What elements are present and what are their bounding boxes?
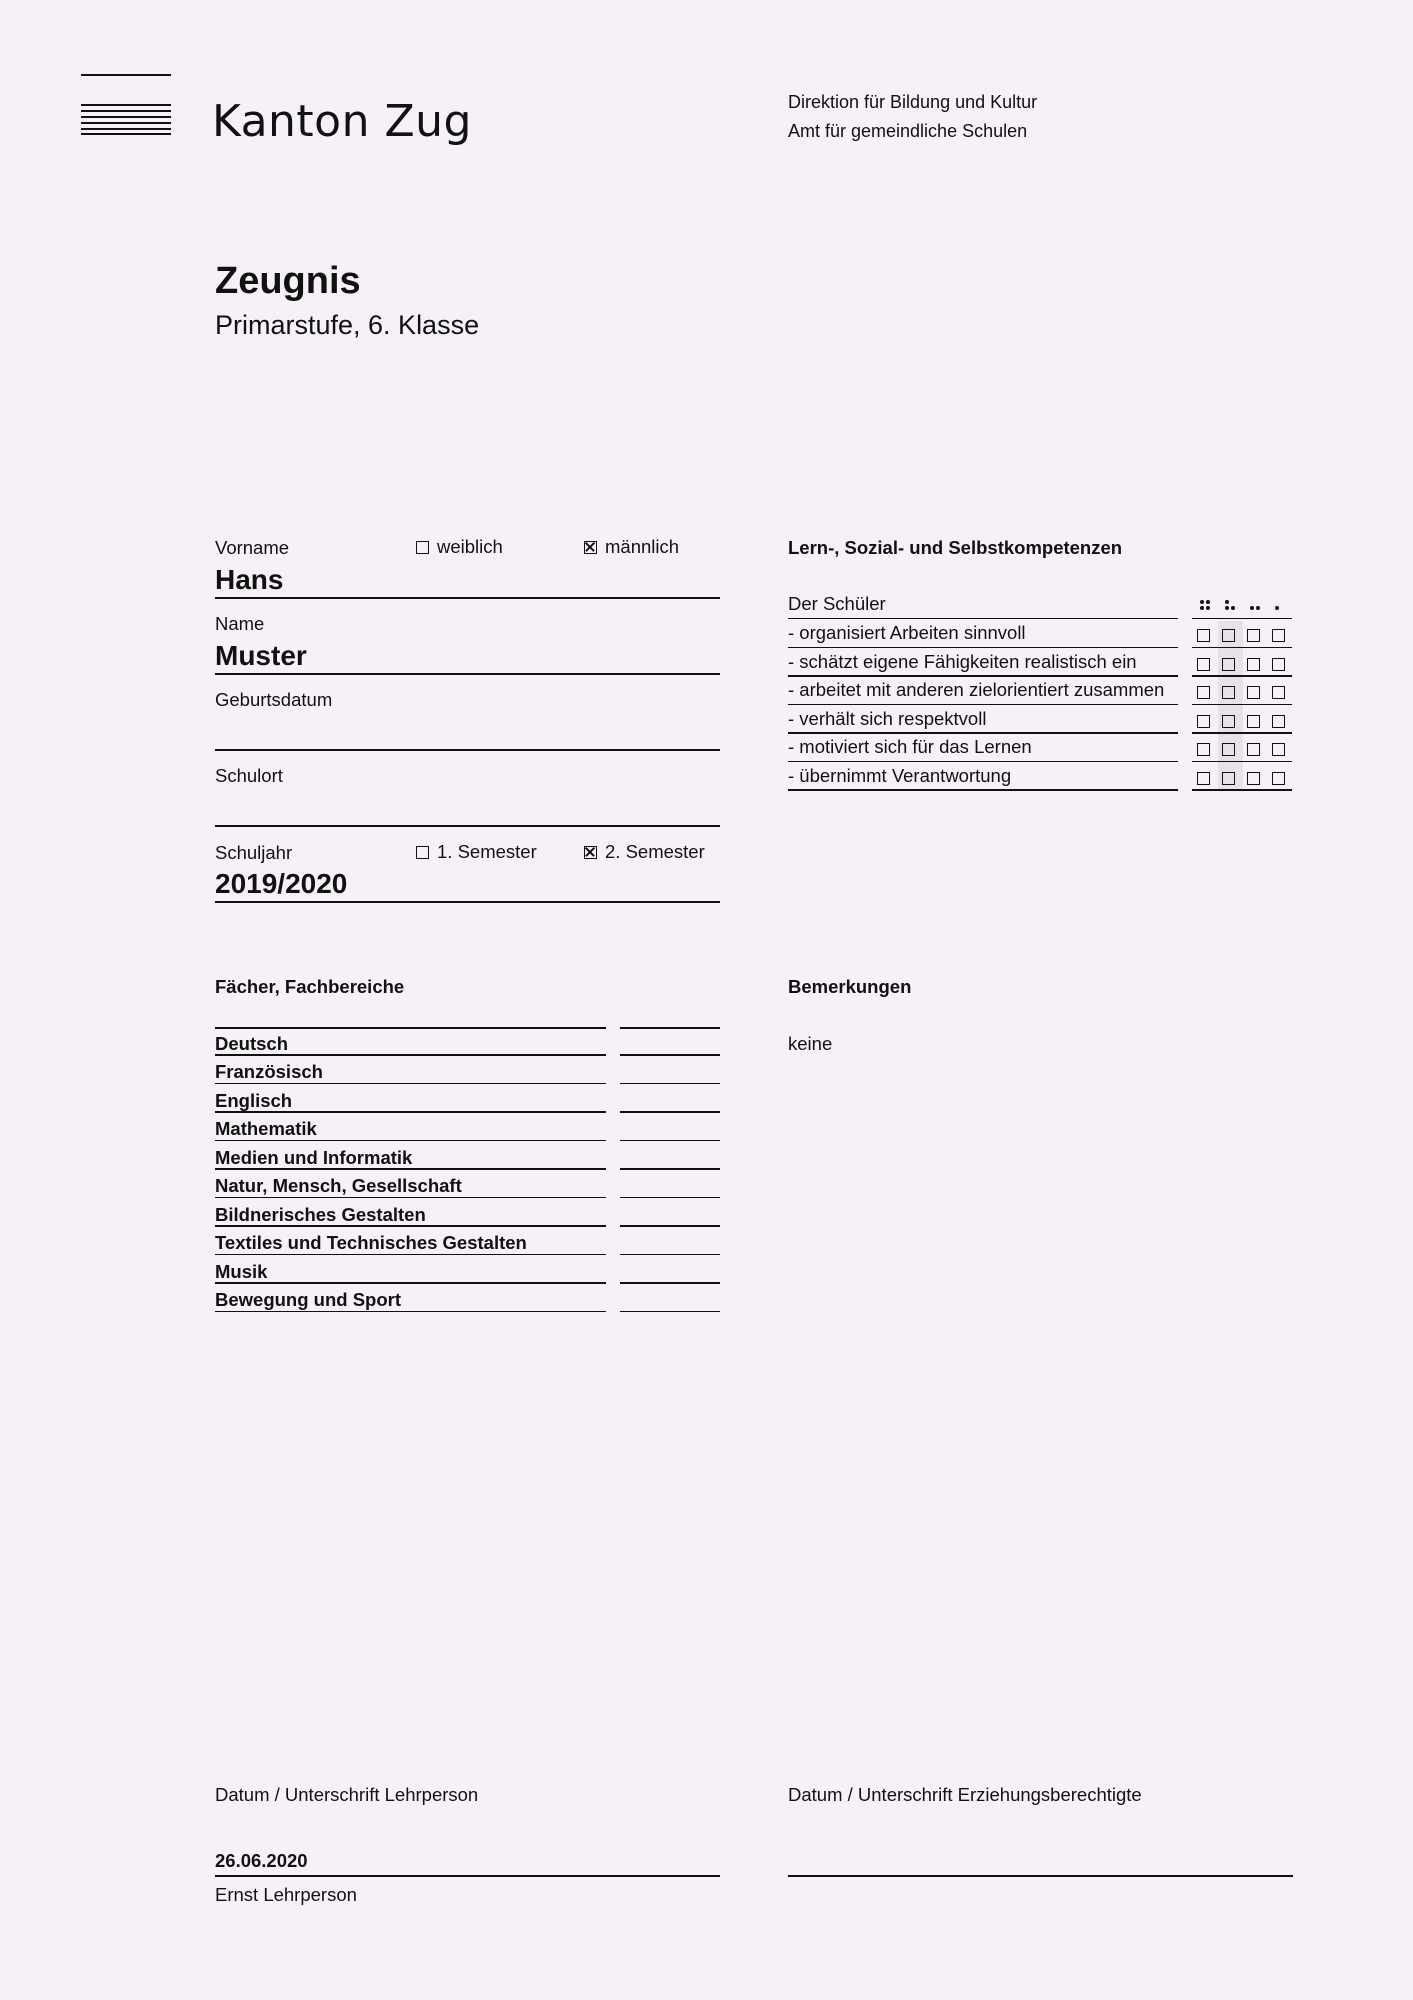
competency-label: - übernimmt Verantwortung [788, 764, 1012, 786]
rating-checkbox-4[interactable] [1197, 629, 1210, 642]
competency-row-rule [1192, 761, 1292, 763]
subject-label: Medien und Informatik [215, 1146, 413, 1168]
gender-male-label: männlich [605, 536, 680, 557]
subject-row [215, 1084, 606, 1113]
subject-row [215, 1255, 606, 1284]
subject-row-rule [215, 1311, 606, 1313]
competency-row-rule [1192, 789, 1292, 791]
subject-row [215, 1027, 606, 1056]
competency-label: - verhält sich respektvoll [788, 707, 987, 729]
school-underline [215, 825, 720, 827]
rating-checkbox-2[interactable] [1247, 686, 1260, 699]
document-title: Zeugnis [215, 260, 361, 302]
competency-label: - motiviert sich für das Lernen [788, 736, 1032, 757]
gender-female-option[interactable] [416, 536, 503, 558]
subject-row [215, 1056, 606, 1085]
competency-row [788, 764, 1178, 791]
competency-row-rule [1192, 675, 1292, 677]
rating-checkbox-1[interactable] [1272, 629, 1285, 642]
competency-row [788, 707, 1178, 734]
competency-subject-row [788, 592, 1178, 619]
rating-checkbox-2[interactable] [1247, 772, 1260, 785]
rating-checkbox-4[interactable] [1197, 686, 1210, 699]
rating-checkbox-2[interactable] [1247, 743, 1260, 756]
competency-row-rule [1192, 618, 1292, 620]
competency-row [788, 650, 1178, 677]
rating-checkbox-1[interactable] [1272, 686, 1285, 699]
competency-rating-boxes [1192, 764, 1292, 791]
subject-label: Natur, Mensch, Gesellschaft [215, 1175, 462, 1196]
rating-checkbox-1[interactable] [1272, 658, 1285, 671]
rating-checkbox-2[interactable] [1247, 715, 1260, 728]
subject-label: Französisch [215, 1061, 323, 1082]
guardian-signature-line [788, 1875, 1293, 1877]
name-value: Muster [215, 640, 307, 671]
birthdate-label: Geburtsdatum [215, 689, 333, 710]
rating-checkbox-3[interactable] [1222, 658, 1235, 671]
competency-row-rule [1192, 732, 1292, 734]
logo-line [81, 122, 171, 124]
rating-checkbox-2[interactable] [1247, 658, 1260, 671]
gender-male-option[interactable] [584, 536, 679, 558]
subject-label: Bildnerisches Gestalten [215, 1203, 426, 1225]
semester1-option[interactable] [416, 841, 537, 863]
competency-label: - schätzt eigene Fähigkeiten realistisch ein [788, 650, 1137, 672]
rating-checkbox-4[interactable] [1197, 743, 1210, 756]
grade-field[interactable] [620, 1311, 720, 1313]
competency-row [788, 678, 1178, 705]
semester2-option[interactable] [584, 841, 705, 863]
logo-line [81, 104, 171, 106]
rating-checkbox-1[interactable] [1272, 715, 1285, 728]
office-line-1: Direktion für Bildung und Kultur [788, 92, 1038, 112]
rating-checkbox-4[interactable] [1197, 658, 1210, 671]
gender-male-checkbox[interactable] [584, 541, 597, 554]
logo-line [81, 128, 171, 130]
grade-field[interactable] [620, 1111, 720, 1113]
subject-row [215, 1113, 606, 1142]
rating-checkbox-1[interactable] [1272, 772, 1285, 785]
grade-field[interactable] [620, 1225, 720, 1227]
remarks-text: keine [788, 1033, 833, 1054]
competency-scale-header [1192, 592, 1292, 619]
competency-row-rule [788, 704, 1178, 706]
subjects-heading: Fächer, Fachbereiche [215, 976, 405, 997]
competency-row-rule [788, 761, 1178, 763]
competency-row-rule [788, 618, 1178, 620]
birthdate-underline [215, 749, 720, 751]
rating-checkbox-2[interactable] [1247, 629, 1260, 642]
subject-label: Deutsch [215, 1032, 288, 1054]
grade-field[interactable] [620, 1168, 720, 1170]
vorname-value: Hans [215, 564, 284, 595]
logo-line [81, 74, 171, 76]
subject-row [215, 1227, 606, 1256]
logo-line [81, 133, 171, 135]
grade-field[interactable] [620, 1054, 720, 1056]
grade-field[interactable] [620, 1282, 720, 1284]
document-subtitle: Primarstufe, 6. Klasse [215, 310, 480, 340]
semester1-label: 1. Semester [437, 841, 537, 862]
grades-top-rule [620, 1027, 720, 1029]
teacher-signature-label: Datum / Unterschrift Lehrperson [215, 1784, 479, 1805]
name-label: Name [215, 613, 265, 634]
office-line-2: Amt für gemeindliche Schulen [788, 121, 1028, 141]
semester2-label: 2. Semester [605, 841, 705, 862]
competency-row-rule [1192, 647, 1292, 649]
brand-name: Kanton Zug [212, 96, 472, 147]
year-underline [215, 901, 720, 903]
subject-row [215, 1198, 606, 1227]
subject-label: Mathematik [215, 1118, 317, 1139]
grade-field[interactable] [620, 1083, 720, 1085]
subject-label: Englisch [215, 1089, 293, 1111]
subject-label: Musik [215, 1260, 268, 1282]
grade-field[interactable] [620, 1140, 720, 1142]
competencies-heading: Lern-, Sozial- und Selbstkompetenzen [788, 537, 1123, 558]
rating-checkbox-3[interactable] [1222, 743, 1235, 756]
competency-rating-boxes [1192, 621, 1292, 648]
competency-rating-boxes [1192, 650, 1292, 677]
rating-checkbox-3[interactable] [1222, 629, 1235, 642]
competency-row-rule [788, 789, 1178, 791]
semester1-checkbox[interactable] [416, 846, 429, 859]
office-info [788, 88, 1037, 146]
competency-label: - organisiert Arbeiten sinnvoll [788, 622, 1026, 643]
rating-checkbox-3[interactable] [1222, 772, 1235, 785]
competency-row-rule [788, 732, 1178, 734]
competency-row-rule [788, 675, 1178, 677]
logo-line [81, 110, 171, 112]
rating-checkbox-3[interactable] [1222, 715, 1235, 728]
subject-row [215, 1141, 606, 1170]
subject-row [215, 1170, 606, 1199]
competency-row-rule [788, 647, 1178, 649]
teacher-name: Ernst Lehrperson [215, 1884, 357, 1905]
school-label: Schulort [215, 765, 283, 786]
logo-line [81, 116, 171, 118]
competency-rating-boxes [1192, 678, 1292, 705]
subject-row [215, 1284, 606, 1313]
competency-rating-boxes [1192, 735, 1292, 762]
teacher-signature-date: 26.06.2020 [215, 1850, 308, 1871]
grade-field[interactable] [620, 1197, 720, 1199]
competency-row [788, 621, 1178, 648]
gender-female-checkbox[interactable] [416, 541, 429, 554]
gender-female-label: weiblich [437, 536, 503, 557]
vorname-underline [215, 597, 720, 599]
teacher-signature-line [215, 1875, 720, 1877]
grade-field[interactable] [620, 1254, 720, 1256]
vorname-label: Vorname [215, 537, 290, 558]
subject-label: Textiles und Technisches Gestalten [215, 1232, 527, 1253]
rating-checkbox-1[interactable] [1272, 743, 1285, 756]
rating-checkbox-4[interactable] [1197, 772, 1210, 785]
year-label: Schuljahr [215, 842, 293, 863]
competency-row [788, 735, 1178, 762]
competency-subject-label: Der Schüler [788, 593, 886, 614]
name-underline [215, 673, 720, 675]
year-value: 2019/2020 [215, 868, 348, 899]
subject-label: Bewegung und Sport [215, 1289, 402, 1310]
guardian-signature-label: Datum / Unterschrift Erziehungsberechtigte [788, 1784, 1142, 1805]
competency-label: - arbeitet mit anderen zielorientiert zusammen [788, 679, 1165, 700]
rating-checkbox-3[interactable] [1222, 686, 1235, 699]
rating-checkbox-4[interactable] [1197, 715, 1210, 728]
semester2-checkbox[interactable] [584, 846, 597, 859]
competency-row-rule [1192, 704, 1292, 706]
competency-rating-boxes [1192, 707, 1292, 734]
remarks-heading: Bemerkungen [788, 976, 912, 997]
